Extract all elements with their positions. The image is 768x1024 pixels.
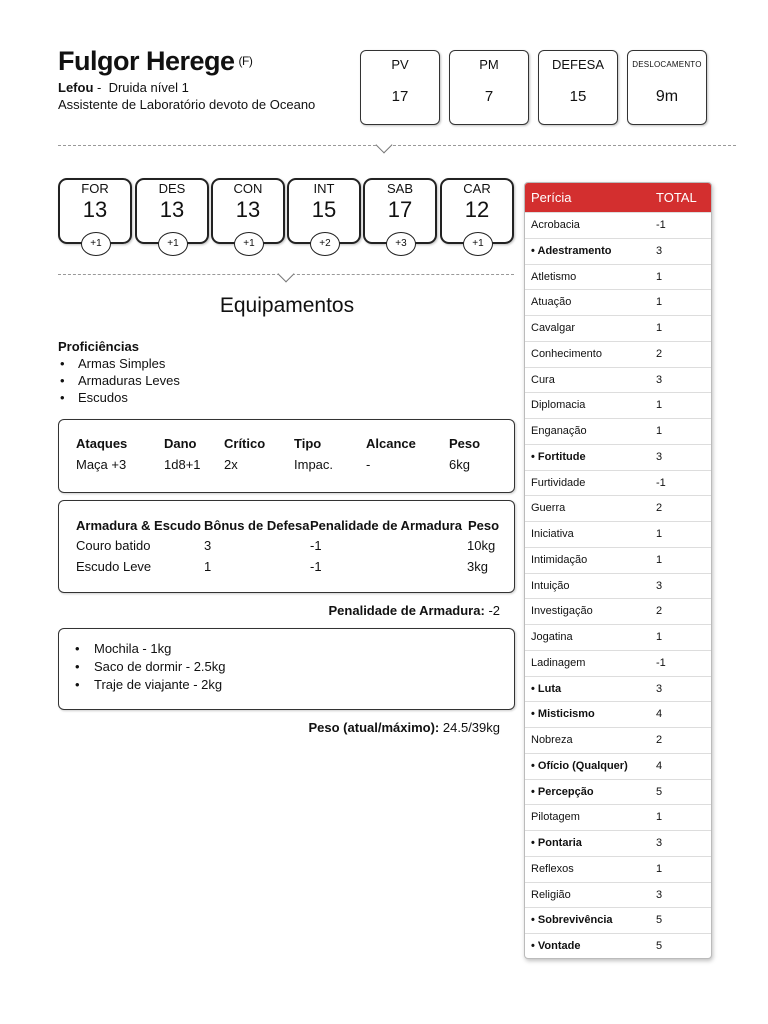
table-row [525,676,711,702]
table-row [525,727,711,753]
table-cell: 3 [204,538,212,553]
table-row [525,598,711,624]
skill-total: 1 [656,322,663,334]
proficiencies-list [58,356,180,407]
table-row [525,856,711,882]
divider-notch [278,266,295,283]
skill-total: 3 [656,450,663,463]
vital-value: 17 [391,88,409,105]
skill-name: Atuação [531,296,572,309]
weight-total [309,720,501,735]
table-row [525,521,711,547]
vital-value: 7 [484,88,494,105]
skills-header-name: Perícia [531,190,572,205]
table-row [525,238,711,264]
armor-header: Peso [468,518,500,533]
skill-name: Enganação [531,425,587,437]
attribute-sab [363,178,437,249]
skills-header-total: TOTAL [656,190,697,205]
skill-total: 3 [656,373,663,386]
table-row [525,367,711,393]
character-name-text: Fulgor Herege [58,46,235,76]
table-row [525,212,711,238]
table-row [525,753,711,779]
vital-defesa [538,50,618,125]
skill-total: 3 [656,579,663,592]
vital-label: DESLOCAMENTO [632,60,702,69]
skill-total: 1 [656,399,663,412]
table-row [525,907,711,933]
skills-body [525,212,711,959]
skill-total: 3 [656,244,663,257]
table-row [525,418,711,444]
divider-notch [376,137,393,154]
attacks-header: Peso [449,436,481,451]
vital-pv [360,50,440,125]
table-cell: 1 [204,559,212,574]
attacks-header: Crítico [224,436,266,451]
armor-header: Armadura & Escudo [76,518,201,533]
skill-total: 1 [656,270,663,283]
inventory-panel [58,628,515,710]
attribute-modifier: +1 [158,232,188,256]
armor-penalty-total [329,603,500,618]
weight-label: Peso (atual/máximo): [308,720,440,735]
skill-total: 1 [656,862,663,875]
gender-tag: (F) [238,54,253,68]
attribute-value: 13 [82,197,108,222]
skill-total: 4 [656,708,663,721]
table-cell: -1 [310,538,322,553]
attribute-label: INT [313,181,335,196]
table-row [525,315,711,341]
table-row [525,341,711,367]
attribute-car [440,178,514,249]
origin-deity: Assistente de Laboratório devoto de Oceano [58,97,316,112]
table-cell: 1d8+1 [164,457,201,472]
attacks-header: Dano [164,436,197,451]
attribute-label: DES [158,181,186,196]
vital-label: PV [391,57,409,72]
skill-name: Intimidação [531,553,588,566]
skill-total: 5 [656,940,663,952]
attribute-label: CON [233,181,263,196]
attribute-for [58,178,132,249]
skill-total: 2 [656,734,663,746]
table-cell: Impac. [294,457,334,472]
vital-label: PM [479,57,499,72]
skill-name: Iniciativa [531,528,574,540]
table-row [525,830,711,856]
list-item: • Armaduras Leves [58,373,180,390]
skill-name: Diplomacia [531,399,586,412]
skill-name: Nobreza [531,734,573,746]
skill-name: • Ofício (Qualquer) [531,759,628,772]
skill-total: 4 [656,759,663,772]
list-item: • Traje de viajante - 2kg [75,677,226,695]
skill-name: Acrobacia [531,219,580,231]
attribute-label: SAB [386,181,413,196]
attribute-des [135,178,209,249]
vital-pm [449,50,529,125]
attribute-modifier: +1 [81,232,111,256]
list-item: • Escudos [58,390,180,407]
table-cell: - [366,457,371,472]
skill-total: -1 [656,656,666,669]
race-class-line [58,80,189,95]
skill-total: 5 [656,914,663,927]
proficiencies-title: Proficiências [58,339,139,354]
skill-total: 5 [656,785,663,798]
attacks-header: Alcance [366,436,416,451]
attribute-label: FOR [81,181,109,196]
list-item: • Armas Simples [58,356,180,373]
skill-name: • Vontade [531,940,581,952]
skill-name: • Misticismo [531,708,595,721]
armor-header: Bônus de Defesa [204,518,310,533]
table-row [525,495,711,521]
skill-total: 2 [656,347,663,360]
race: Lefou [58,80,94,95]
skills-table [524,182,712,959]
skill-name: Cura [531,373,555,386]
class-level: Druida nível 1 [108,80,189,95]
vital-value: 9m [655,88,679,105]
skill-name: • Percepção [531,785,594,798]
attribute-value: 15 [311,197,337,222]
table-row [525,547,711,573]
list-item: • Mochila - 1kg [75,641,226,659]
skill-name: • Luta [531,682,562,695]
armor-header: Penalidade de Armadura [310,518,462,533]
armor-panel [58,500,515,593]
attacks-header: Tipo [294,436,322,451]
skill-name: Conhecimento [531,347,602,360]
attribute-modifier: +3 [386,232,416,256]
skill-name: Investigação [531,605,593,618]
table-cell: Escudo Leve [76,559,152,574]
table-row [525,392,711,418]
skill-total: 1 [656,811,663,824]
skill-name: Guerra [531,502,566,515]
skill-name: • Adestramento [531,244,612,257]
table-cell: -1 [310,559,322,574]
skill-name: Pilotagem [531,811,580,824]
skill-total: 3 [656,682,663,695]
weight-value: 24.5/39kg [442,720,500,735]
vital-value: 15 [569,88,587,105]
skill-total: 1 [656,528,663,540]
table-row [525,779,711,805]
attribute-value: 13 [235,197,261,222]
skill-name: Atletismo [531,270,577,283]
attribute-con [211,178,285,249]
skill-name: Religião [531,888,571,901]
header-divider [58,145,736,146]
armor-penalty-value: -2 [488,603,500,618]
table-cell: 6kg [449,457,470,472]
skill-total: -1 [656,476,666,489]
skill-total: 2 [656,502,663,515]
skill-total: 1 [656,553,663,566]
skill-name: • Sobrevivência [531,914,613,927]
skill-total: 3 [656,837,663,849]
table-row [525,470,711,496]
attribute-modifier: +1 [463,232,493,256]
skill-total: 1 [656,296,663,309]
table-cell: 3kg [467,559,488,574]
skill-total: -1 [656,219,666,231]
attribute-value: 17 [387,197,413,222]
table-row [525,701,711,727]
skills-header [525,183,711,212]
table-row [525,624,711,650]
table-row [525,444,711,470]
table-row [525,289,711,315]
character-name [58,46,252,77]
vital-label: DEFESA [551,57,604,72]
skill-name: Reflexos [531,862,574,875]
table-row [525,933,711,959]
skill-name: • Pontaria [531,837,582,849]
attribute-value: 12 [464,197,490,222]
list-item: • Saco de dormir - 2.5kg [75,659,226,677]
skill-total: 1 [656,425,663,437]
table-row [525,804,711,830]
attacks-panel [58,419,515,493]
equipment-title: Equipamentos [219,294,355,317]
skill-name: Furtividade [531,476,586,489]
skill-name: Cavalgar [531,322,576,334]
attacks-header: Ataques [76,436,128,451]
skill-name: Ladinagem [531,656,586,669]
skill-name: • Fortitude [531,450,586,463]
inventory-list [75,641,226,695]
attribute-modifier: +2 [310,232,340,256]
table-cell: 2x [224,457,238,472]
table-row [525,573,711,599]
vital-deslocamento [627,50,707,125]
armor-penalty-label: Penalidade de Armadura: [328,603,485,618]
table-cell: Maça +3 [76,457,127,472]
attribute-value: 13 [159,197,185,222]
attribute-modifier: +1 [234,232,264,256]
table-row [525,650,711,676]
table-cell: Couro batido [76,538,151,553]
attribute-label: CAR [463,181,491,196]
race-separator: - [97,80,102,95]
skill-total: 1 [656,631,663,643]
table-row [525,264,711,290]
skill-total: 2 [656,605,663,618]
table-row [525,882,711,908]
skill-total: 3 [656,888,663,901]
table-cell: 10kg [467,538,496,553]
attribute-int [287,178,361,249]
skill-name: Jogatina [531,631,573,643]
skill-name: Intuição [531,579,570,592]
